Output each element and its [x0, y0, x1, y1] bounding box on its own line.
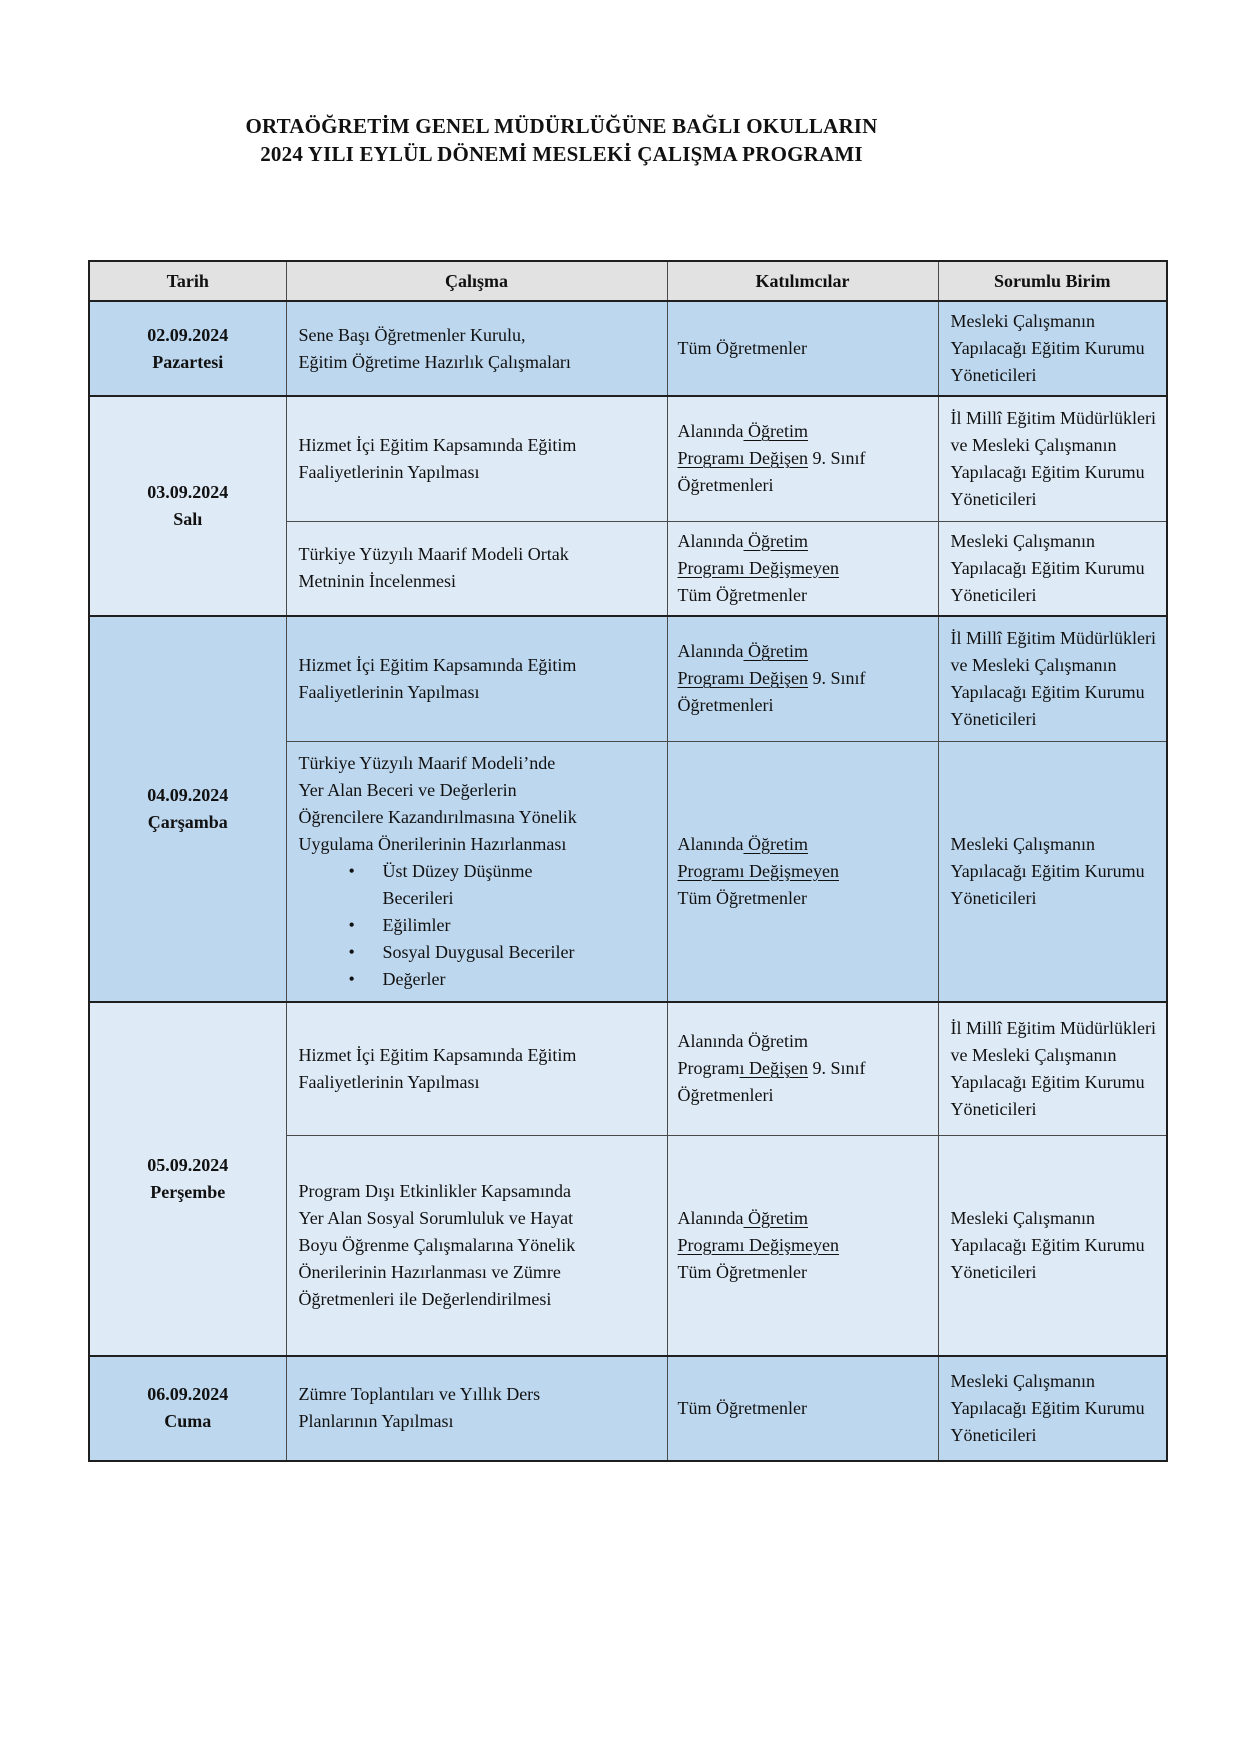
bullet-text: Eğilimler — [382, 914, 451, 935]
date-text: 05.09.2024 — [147, 1154, 229, 1175]
work-text — [299, 322, 657, 376]
header-row — [89, 261, 1167, 301]
work-text — [299, 652, 657, 706]
underlined-text: Öğretim — [743, 530, 808, 551]
date-cell — [89, 1356, 286, 1461]
underlined-text: Programı Değişmeyen — [677, 860, 839, 881]
text-segment: Program Dışı Etkinlikler Kapsamında — [298, 1180, 571, 1201]
text-segment: Öğretmenleri — [677, 475, 774, 496]
text-segment: Faaliyetlerinin Yapılması — [298, 681, 480, 702]
responsible-text: İl Millî Eğitim Müdürlükleri ve Mesleki Çalışmanın Yapılacağı Eğitim Kurumu Yöneticileri — [950, 407, 1156, 509]
text-segment: 9. Sınıf — [807, 668, 866, 689]
participants-cell — [667, 1002, 938, 1136]
work-cell — [286, 1136, 667, 1356]
participants-cell — [667, 616, 938, 742]
column-header-tarih: Tarih — [89, 261, 286, 301]
responsible-cell — [938, 521, 1167, 616]
participants-text — [678, 1028, 930, 1109]
work-cell — [286, 521, 667, 616]
column-header-calisma: Çalışma — [286, 261, 667, 301]
text-segment: Alanında — [677, 833, 744, 854]
participants-text — [678, 1395, 930, 1422]
responsible-cell — [938, 301, 1167, 396]
underlined-text: Öğretim — [743, 421, 808, 442]
text-segment: Öğretmenleri ile Değerlendirilmesi — [298, 1288, 552, 1309]
work-cell — [286, 616, 667, 742]
schedule-body — [89, 301, 1167, 1461]
date-text: 06.09.2024 — [147, 1384, 229, 1404]
table-row — [89, 616, 1167, 742]
table-row — [89, 301, 1167, 396]
text-segment: Faaliyetlerinin Yapılması — [298, 461, 480, 482]
date-text: 02.09.2024 — [147, 324, 229, 345]
bullet-icon: • — [348, 968, 355, 989]
responsible-cell — [938, 742, 1167, 1002]
text-segment: Uygulama Önerilerinin Hazırlanması — [298, 833, 567, 854]
text-segment: Metninin İncelenmesi — [298, 571, 456, 591]
responsible-text: Mesleki Çalışmanın Yapılacağı Eğitim Kurumu Yöneticileri — [950, 530, 1145, 605]
text-segment: Öğretmenleri — [677, 1085, 774, 1106]
participants-text — [678, 528, 930, 609]
text-segment: Hizmet İçi Eğitim Kapsamında Eğitim — [298, 1044, 577, 1065]
text-segment: Alanında Öğretim — [677, 1031, 808, 1052]
day-text: Salı — [173, 508, 203, 529]
bullet-item — [343, 912, 657, 939]
underlined-text: Programı Değişmeyen — [677, 1234, 839, 1255]
text-segment: Tüm Öğretmenler — [677, 1261, 807, 1282]
participants-cell — [667, 1136, 938, 1356]
text-segment: Yer Alan Sosyal Sorumluluk ve Hayat — [298, 1207, 574, 1228]
participants-text — [678, 1205, 930, 1286]
date-cell — [89, 396, 286, 616]
schedule-table — [88, 260, 1168, 1462]
document-title — [88, 112, 1035, 168]
table-row — [89, 1356, 1167, 1461]
bullet-item — [343, 966, 657, 993]
work-text — [299, 432, 657, 486]
text-segment: Yer Alan Beceri ve Değerlerin — [298, 779, 517, 800]
participants-cell — [667, 742, 938, 1002]
text-segment: Öğretmenleri — [677, 695, 774, 716]
bullet-icon: • — [348, 860, 355, 881]
date-text: 03.09.2024 — [147, 481, 229, 502]
participants-text — [678, 831, 930, 912]
underlined-text: ı Değişen — [739, 1058, 808, 1079]
underlined-text: Programı Değişen — [677, 668, 808, 689]
work-cell — [286, 1356, 667, 1461]
underlined-text: Öğretim — [743, 833, 808, 854]
responsible-text: Mesleki Çalışmanın Yapılacağı Eğitim Kurumu Yöneticileri — [950, 1207, 1145, 1282]
work-text — [299, 541, 657, 595]
text-segment: Tüm Öğretmenler — [677, 887, 807, 908]
bullet-item — [343, 858, 657, 912]
participants-cell — [667, 396, 938, 521]
text-segment: Planlarının Yapılması — [298, 1411, 454, 1431]
text-segment: Önerilerinin Hazırlanması ve Zümre — [298, 1261, 561, 1282]
text-segment: Tüm Öğretmenler — [677, 1397, 807, 1418]
underlined-text: Programı Değişen — [677, 448, 808, 469]
text-segment: Sene Başı Öğretmenler Kurulu, — [298, 324, 526, 345]
day-text: Çarşamba — [147, 811, 228, 832]
participants-cell — [667, 301, 938, 396]
work-text — [299, 1381, 657, 1435]
underlined-text: Öğretim — [743, 641, 808, 662]
text-segment: Faaliyetlerinin Yapılması — [298, 1071, 480, 1092]
participants-text — [678, 638, 930, 719]
text-segment: Hizmet İçi Eğitim Kapsamında Eğitim — [298, 654, 577, 675]
responsible-cell — [938, 616, 1167, 742]
date-cell — [89, 301, 286, 396]
bullet-icon: • — [348, 941, 355, 962]
bullet-item — [343, 939, 657, 966]
day-text: Perşembe — [150, 1181, 226, 1202]
bullet-icon: • — [348, 914, 355, 935]
work-cell — [286, 1002, 667, 1136]
text-segment: Boyu Öğrenme Çalışmalarına Yönelik — [298, 1234, 576, 1255]
bullet-text: Sosyal Duygusal Beceriler — [382, 941, 575, 962]
work-text — [299, 750, 657, 858]
column-header-katilimcilar: Katılımcılar — [667, 261, 938, 301]
text-segment: Alanında — [677, 421, 744, 442]
work-cell — [286, 301, 667, 396]
day-text: Cuma — [164, 1411, 212, 1431]
text-segment: Tüm Öğretmenler — [677, 584, 807, 605]
responsible-text: Mesleki Çalışmanın Yapılacağı Eğitim Kurumu Yöneticileri — [950, 833, 1145, 908]
document-title-line-2: 2024 YILI EYLÜL DÖNEMİ MESLEKİ ÇALIŞMA PROGRAMI — [260, 142, 863, 166]
text-segment: Öğrencilere Kazandırılmasına Yönelik — [298, 806, 577, 827]
participants-text — [678, 418, 930, 499]
participants-text — [678, 335, 930, 362]
text-segment: Türkiye Yüzyılı Maarif Modeli’nde — [298, 752, 556, 773]
text-segment: Alanında — [677, 1207, 744, 1228]
text-segment: Alanında — [677, 530, 744, 551]
responsible-text: İl Millî Eğitim Müdürlükleri ve Mesleki Çalışmanın Yapılacağı Eğitim Kurumu Yöneticileri — [950, 1017, 1156, 1119]
date-cell — [89, 1002, 286, 1356]
text-segment: 9. Sınıf — [807, 448, 866, 469]
text-segment: Zümre Toplantıları ve Yıllık Ders — [298, 1384, 541, 1404]
table-row — [89, 1002, 1167, 1136]
document-title-line-1: ORTAÖĞRETİM GENEL MÜDÜRLÜĞÜNE BAĞLI OKULLARIN — [245, 114, 878, 138]
text-segment: Alanında — [677, 641, 744, 662]
work-cell — [286, 742, 667, 1002]
date-text: 04.09.2024 — [147, 784, 229, 805]
text-segment: Türkiye Yüzyılı Maarif Modeli Ortak — [298, 544, 569, 564]
responsible-cell — [938, 396, 1167, 521]
text-segment: Tüm Öğretmenler — [677, 338, 807, 358]
bullet-text: Değerler — [382, 968, 446, 989]
date-cell — [89, 616, 286, 1002]
work-cell — [286, 396, 667, 521]
responsible-cell — [938, 1136, 1167, 1356]
table-row — [89, 396, 1167, 521]
participants-cell — [667, 521, 938, 616]
text-segment: 9. Sınıf — [807, 1058, 866, 1079]
responsible-text: İl Millî Eğitim Müdürlükleri ve Mesleki Çalışmanın Yapılacağı Eğitim Kurumu Yöneticileri — [950, 627, 1156, 729]
work-text — [299, 1178, 657, 1313]
text-segment: Hizmet İçi Eğitim Kapsamında Eğitim — [298, 434, 577, 455]
responsible-cell — [938, 1356, 1167, 1461]
underlined-text: Öğretim — [743, 1207, 808, 1228]
text-segment: Eğitim Öğretime Hazırlık Çalışmaları — [298, 351, 571, 372]
bullet-text: Üst Düzey Düşünme Becerileri — [382, 860, 533, 908]
bullet-list — [299, 858, 657, 993]
text-segment: Program — [677, 1058, 740, 1079]
responsible-cell — [938, 1002, 1167, 1136]
responsible-text: Mesleki Çalışmanın Yapılacağı Eğitim Kurumu Yöneticileri — [950, 311, 1145, 385]
column-header-sorumlu-birim: Sorumlu Birim — [938, 261, 1167, 301]
day-text: Pazartesi — [152, 351, 224, 372]
participants-cell — [667, 1356, 938, 1461]
work-text — [299, 1042, 657, 1096]
responsible-text: Mesleki Çalışmanın Yapılacağı Eğitim Kurumu Yöneticileri — [950, 1370, 1145, 1445]
underlined-text: Programı Değişmeyen — [677, 557, 839, 578]
